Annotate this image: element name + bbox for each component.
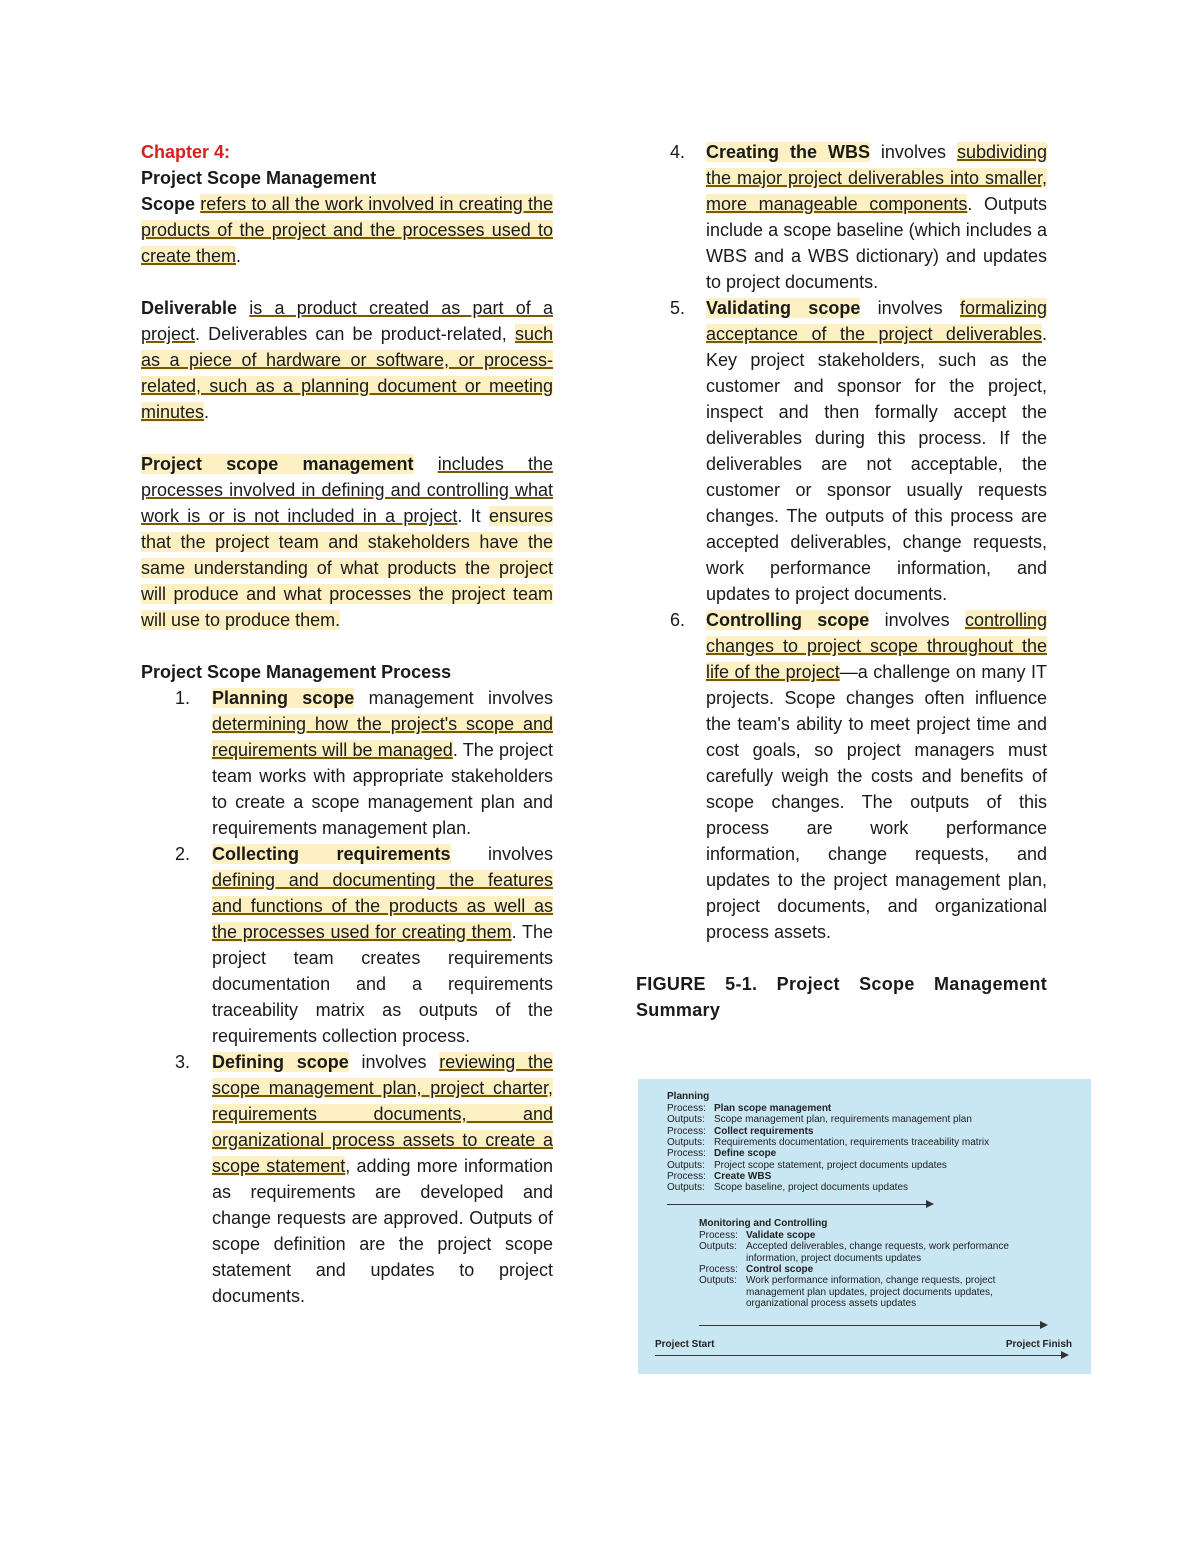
figure-row-value: organizational process assets updates bbox=[746, 1297, 917, 1309]
figure-row bbox=[667, 1126, 813, 1138]
timeline-arrow bbox=[655, 1355, 1067, 1356]
deliverable-definition: Deliverable is a product created as part of a project. Deliverables can be product-related, such as a piece of hardware or software, or process-related, such as a planning document or meeting minutes. bbox=[141, 298, 553, 422]
process-list-right bbox=[636, 139, 1047, 945]
figure-row-key: Process: bbox=[667, 1125, 706, 1137]
figure-row-key: Outputs: bbox=[667, 1114, 705, 1126]
figure-row-key: Outputs: bbox=[667, 1136, 705, 1148]
figure-row-key: Outputs: bbox=[667, 1182, 705, 1194]
figure-row bbox=[699, 1264, 813, 1276]
figure-row bbox=[699, 1275, 995, 1287]
project-start-label: Project Start bbox=[655, 1339, 715, 1350]
project-finish-label: Project Finish bbox=[1005, 1339, 1072, 1350]
monitoring-label: Monitoring and Controlling bbox=[699, 1218, 828, 1229]
figure-row-value: Project scope statement, project documents updates bbox=[714, 1159, 947, 1171]
monitoring-arrow bbox=[699, 1325, 1046, 1326]
figure-row bbox=[667, 1160, 947, 1172]
figure-row bbox=[667, 1114, 972, 1126]
figure-row-value: Requirements documentation, requirements traceability matrix bbox=[714, 1136, 990, 1148]
process-heading: Project Scope Management Process bbox=[141, 662, 452, 682]
figure-row-value: Define scope bbox=[714, 1148, 777, 1160]
scope-summary-figure bbox=[638, 1079, 1091, 1374]
figure-row-value: Validate scope bbox=[746, 1230, 816, 1241]
figure-row bbox=[699, 1241, 1009, 1253]
list-item: 2. Collecting requirements involves defining and documenting the features and functions of the products as well as the processes used for creating them. The project team creates requirements documentation and a requirements traceability matrix as outputs of the requirements collection process. bbox=[175, 844, 554, 1046]
list-item: 3. Defining scope involves reviewing the scope management plan, project charter, requirements documents, and organizational process assets to create a scope statement, adding more information as requirements are developed and change requests are approved. Outputs of scope definition are the project scope statement and updates to project documents. bbox=[175, 1052, 553, 1306]
scope-definition: Scope refers to all the work involved in creating the products of the project and the processes used to create them. bbox=[141, 194, 553, 266]
figure-row-value: Scope baseline, project documents updates bbox=[714, 1182, 909, 1194]
figure-row-key: Outputs: bbox=[699, 1275, 737, 1287]
figure-row-value: Control scope bbox=[746, 1263, 814, 1275]
list-item: 6. Controlling scope involves controlling changes to project scope throughout the life of the project—a challenge on many IT projects. Scope changes often influence the team's ability to meet project time and cost goals, so project managers must carefully weigh the costs and benefits of scope changes. The outputs of this process are work performance information, change requests, and updates to the project management plan, project documents, and organizational process assets. bbox=[670, 610, 1047, 942]
figure-row bbox=[699, 1287, 993, 1299]
figure-row bbox=[667, 1182, 908, 1194]
figure-row bbox=[667, 1171, 771, 1183]
figure-row-key: Process: bbox=[699, 1230, 738, 1241]
figure-row-key: Process: bbox=[667, 1148, 706, 1160]
figure-row-value: information, project documents updates bbox=[746, 1252, 922, 1264]
figure-row bbox=[699, 1230, 815, 1242]
figure-row-key: Process: bbox=[699, 1263, 738, 1275]
list-item: 5. Validating scope involves formalizing acceptance of the project deliverables. Key project stakeholders, such as the customer and sponsor for the project, inspect and then formally accept the deliverables during this process. If the deliverables are not acceptable, the customer or sponsor usually requests changes. The outputs of this process are accepted deliverables, change requests, work performance information, and updates to project documents. bbox=[670, 298, 1047, 604]
figure-row-key: Outputs: bbox=[699, 1241, 737, 1253]
figure-row-key: Process: bbox=[667, 1103, 706, 1114]
planning-arrow bbox=[667, 1204, 932, 1205]
figure-row-value: Collect requirements bbox=[714, 1125, 814, 1137]
figure-row bbox=[667, 1137, 989, 1149]
process-list-left bbox=[141, 685, 553, 1309]
figure-row-value: Work performance information, change requests, project bbox=[746, 1275, 996, 1287]
figure-row bbox=[667, 1148, 776, 1160]
figure-row-value: Create WBS bbox=[714, 1170, 772, 1182]
figure-row-value: management plan updates, project documents updates, bbox=[746, 1286, 993, 1298]
chapter-heading: Chapter 4: bbox=[141, 142, 231, 162]
page-title: Project Scope Management bbox=[141, 168, 377, 188]
figure-row-value: Plan scope management bbox=[714, 1103, 832, 1114]
figure-row-key: Process: bbox=[667, 1170, 706, 1182]
figure-row-key: Outputs: bbox=[667, 1159, 705, 1171]
planning-label: Planning bbox=[667, 1091, 710, 1102]
figure-caption: FIGURE 5-1. Project Scope Management Summary bbox=[636, 974, 1047, 1020]
left-column bbox=[141, 139, 553, 1309]
list-item: 1. Planning scope management involves determining how the project's scope and requirements will be managed. The project team works with appropriate stakeholders to create a scope management plan and requirements management plan. bbox=[175, 688, 553, 838]
figure-row bbox=[699, 1298, 916, 1310]
psm-definition: Project scope management includes the processes involved in defining and controlling what work is or is not included in a project. It ensures that the project team and stakeholders have the same understanding of what products the project will produce and what processes the project team will use to produce them. bbox=[141, 454, 553, 630]
list-item: 4. Creating the WBS involves subdividing the major project deliverables into smaller, more manageable components. Outputs include a scope baseline (which includes a WBS and a WBS dictionary) and updates to project documents. bbox=[670, 142, 1047, 292]
figure-row-value: Accepted deliverables, change requests, work performance bbox=[746, 1241, 1009, 1253]
figure-row bbox=[667, 1103, 831, 1115]
right-column bbox=[636, 139, 1047, 1023]
figure-row-value: Scope management plan, requirements management plan bbox=[714, 1114, 972, 1126]
figure-row bbox=[699, 1253, 921, 1265]
